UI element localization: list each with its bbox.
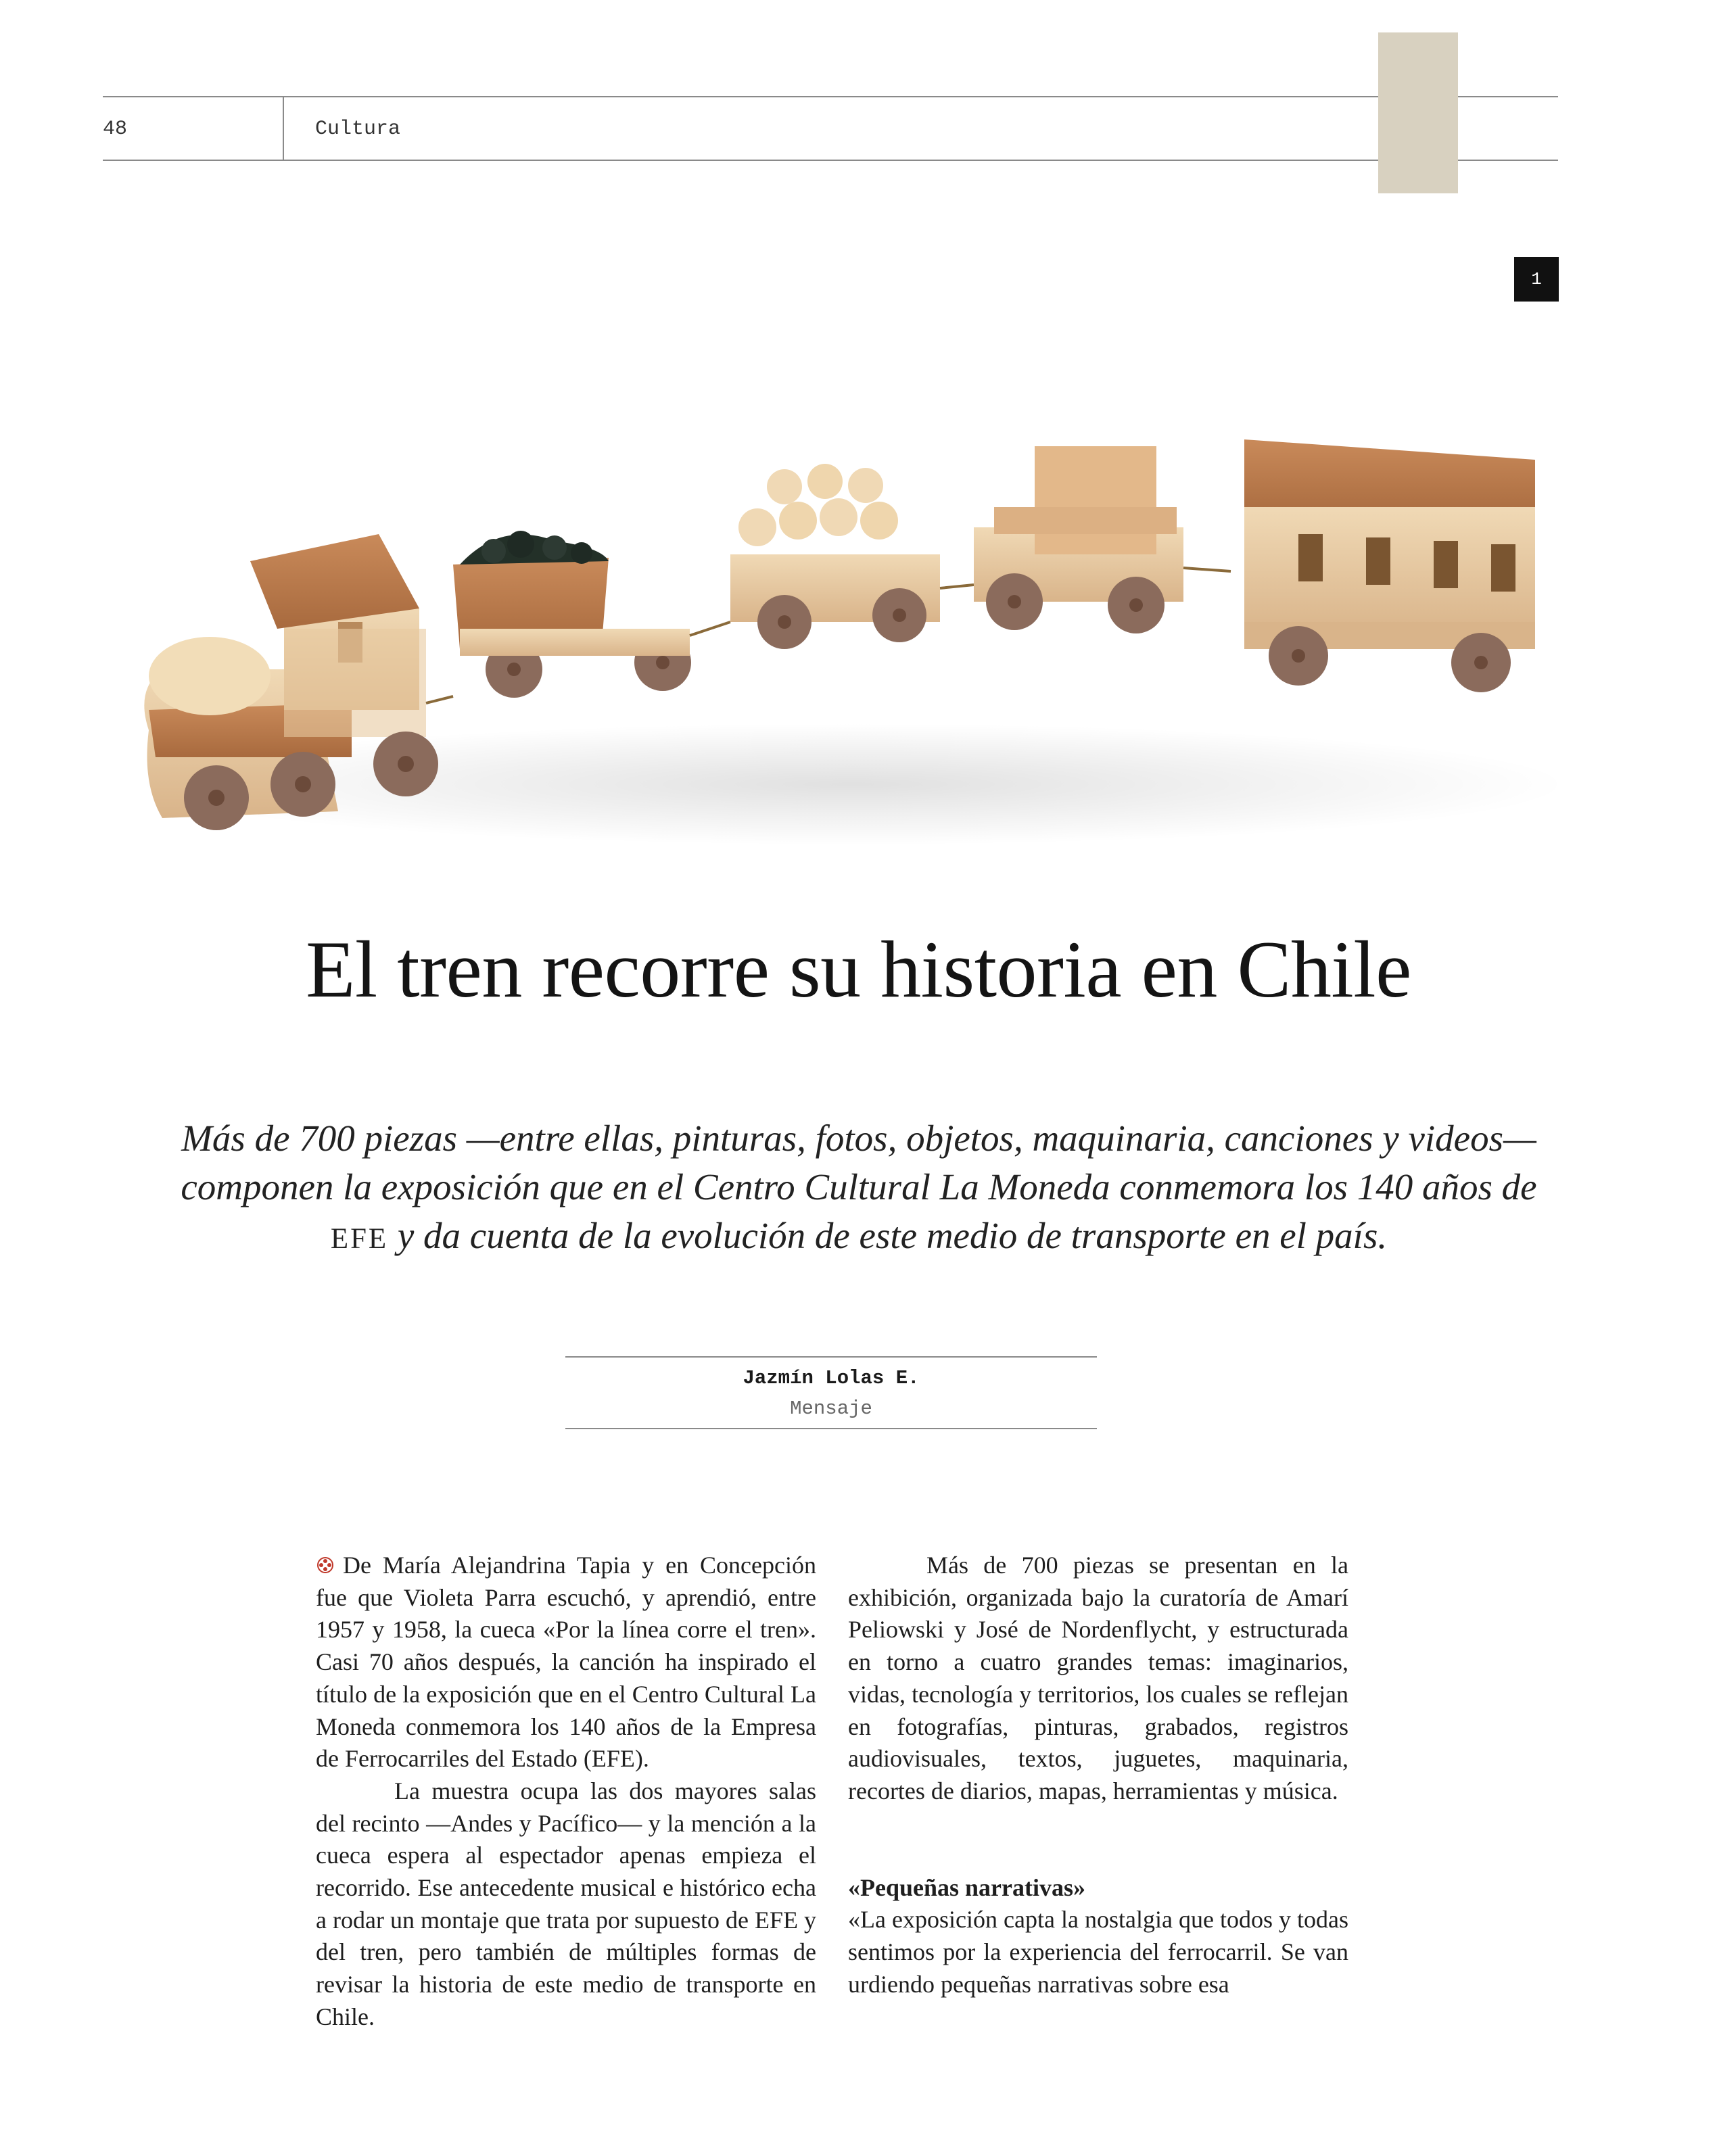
passenger-car bbox=[1244, 439, 1535, 692]
article-deck bbox=[162, 1114, 1555, 1264]
paragraph-text: De María Alejandrina Tapia y en Concepción fue que Violeta Parra escuchó, y aprendió, entre 1957 y 1958, la cueca «Por la línea corre el tren». Casi 70 años después, la canción ha inspirado el título de la exposición que en el Centro Cultural La Moneda conmemora los 140 años de la Empresa de Ferrocarriles del Estado (EFE). bbox=[316, 1552, 816, 1773]
locomotive bbox=[144, 534, 438, 830]
deck-text-2: y da cuenta de la evolución de este medio de transporte en el país. bbox=[388, 1215, 1388, 1256]
author-name: Jazmín Lolas E. bbox=[743, 1367, 920, 1389]
header-bottom-rule bbox=[103, 160, 1558, 161]
article-title: El tren recorre su historia en Chile bbox=[306, 924, 1411, 1014]
body-column-left bbox=[316, 1550, 816, 2034]
page-number: 48 bbox=[103, 118, 128, 141]
body-paragraph: Más de 700 piezas se presentan en la exhibición, organizada bajo la curatoría de Amarí Peliowski y José de Nordenflycht, y estructurada en torno a cuatro grandes temas: imaginarios, vidas, tecnología y territorios, los cuales se reflejan en fotografías, pinturas, grabados, registros audiovisuales, textos, juguetes, maquinaria, recortes de diarios, mapas, herramientas y música. bbox=[848, 1552, 1348, 1804]
coupling-2 bbox=[690, 622, 730, 636]
deck-text-1: Más de 700 piezas —entre ellas, pinturas, fotos, objetos, maquinaria, canciones y videos— componen la exposición que en el Centro Cultural La Moneda conmemora los 140 años de bbox=[181, 1118, 1537, 1207]
figure-number-badge: 1 bbox=[1514, 257, 1559, 302]
tank-wagon bbox=[974, 446, 1183, 633]
coupling-4 bbox=[1183, 568, 1231, 571]
log-wagon bbox=[730, 464, 940, 649]
byline bbox=[565, 1356, 1097, 1429]
section-gap bbox=[848, 1808, 1348, 1872]
flower-ornament-icon bbox=[316, 1556, 335, 1575]
body-paragraph: La muestra ocupa las dos mayores salas del recinto —Andes y Pacífico— y la mención a la cueca espera al espectador apenas empieza el recorrido. Ese antecedente musical e histórico echa a rodar un montaje que trata por supuesto de EFE y del tren, pero también de múltiples formas de revisar la historia de este medio de transporte en Chile. bbox=[316, 1777, 816, 2030]
section-tab bbox=[1378, 32, 1458, 193]
body-column-right bbox=[848, 1550, 1348, 2001]
section-subhead: «Pequeñas narrativas» bbox=[848, 1873, 1085, 1901]
coupling-3 bbox=[940, 585, 974, 588]
body-paragraph bbox=[316, 1550, 816, 1775]
coupling-1 bbox=[426, 696, 453, 703]
coal-wagon bbox=[453, 531, 691, 698]
publication-name: Mensaje bbox=[790, 1397, 872, 1420]
wooden-toy-train-photo bbox=[135, 406, 1582, 892]
deck-abbreviation: EFE bbox=[330, 1223, 389, 1255]
section-label: Cultura bbox=[315, 118, 401, 141]
header-top-rule bbox=[103, 96, 1558, 97]
header-divider bbox=[283, 96, 284, 160]
body-paragraph: «La exposición capta la nostalgia que todos y todas sentimos por la experiencia del ferrocarril. Se van urdiendo pequeñas narrativas sobre esa bbox=[848, 1906, 1348, 1998]
